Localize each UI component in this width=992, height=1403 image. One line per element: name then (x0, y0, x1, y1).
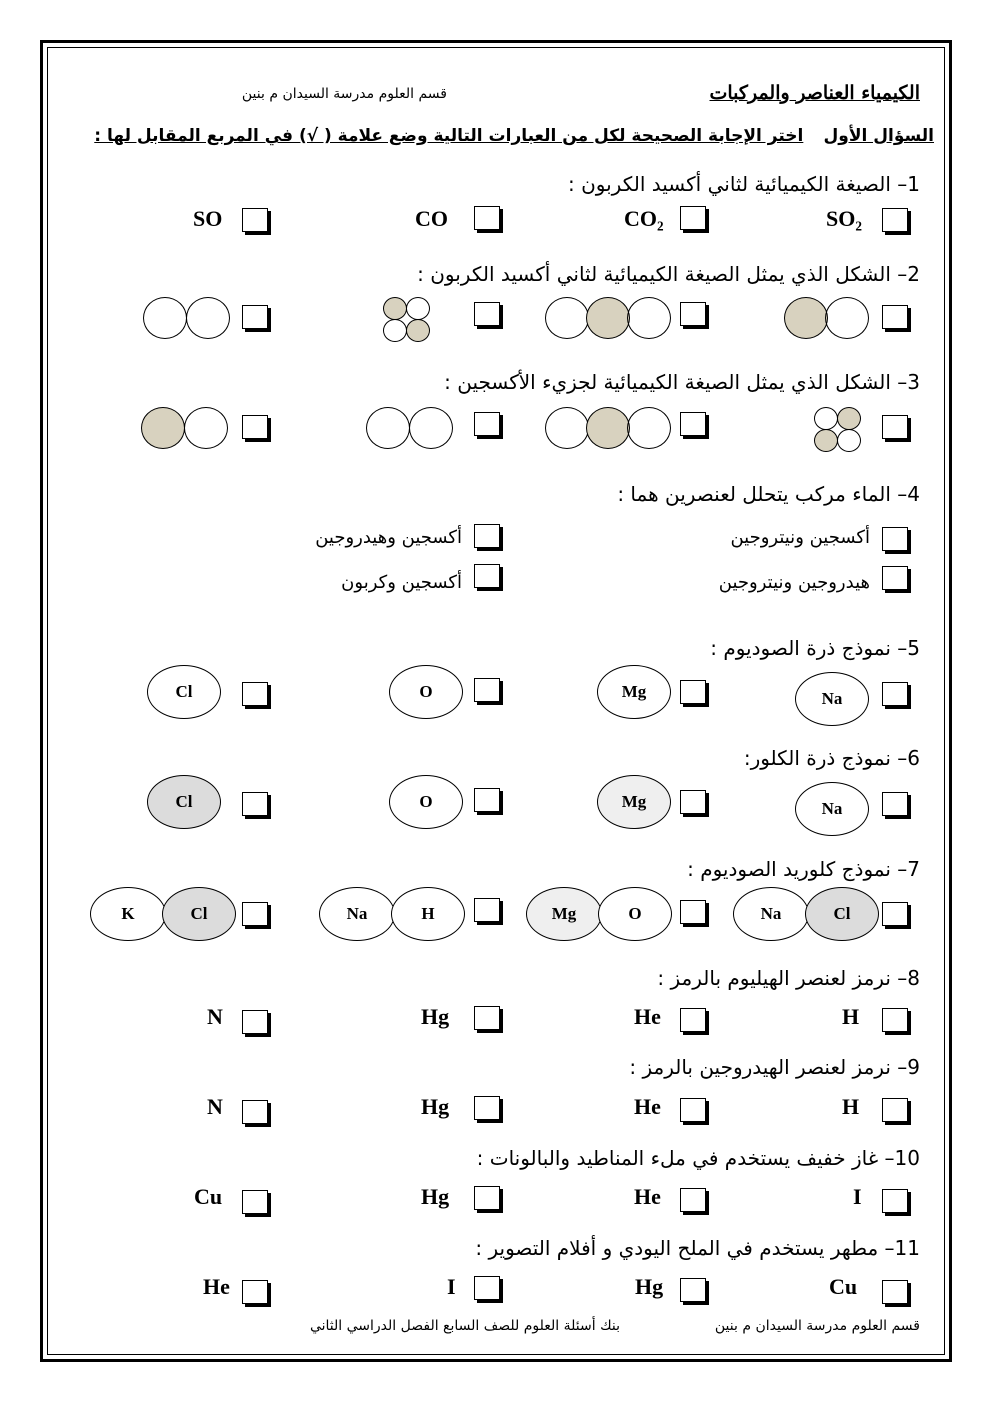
atom-model: Na (795, 672, 869, 726)
question-text: – غاز خفيف يستخدم في ملء المناطيد والبالونات : (476, 1146, 895, 1170)
option-symbol: He (203, 1274, 230, 1299)
question-9 (629, 1055, 920, 1079)
atom-white (825, 297, 869, 339)
answer-checkbox[interactable] (474, 898, 500, 922)
question-number: 10 (894, 1146, 920, 1170)
question-7 (687, 857, 920, 881)
option-symbol: He (634, 1004, 661, 1029)
school-name: قسم العلوم مدرسة السيدان م بنين (241, 86, 447, 102)
answer-checkbox[interactable] (474, 1096, 500, 1120)
question-3 (444, 370, 920, 394)
question-text: – نرمز لعنصر الهيدروجين بالرمز : (629, 1055, 908, 1079)
answer-checkbox[interactable] (680, 206, 706, 230)
question-text: – الشكل الذي يمثل الصيغة الكيميائية لثاني أكسيد الكربون : (417, 262, 908, 286)
option-text: هيدروجين ونيتروجين (718, 572, 870, 593)
option-symbol: CO₂ (624, 206, 664, 231)
option-symbol: Cu (829, 1274, 858, 1299)
answer-checkbox[interactable] (242, 902, 268, 926)
question-6 (744, 746, 920, 770)
question-label: السؤال الأول (823, 126, 934, 146)
instruction-line (94, 126, 934, 146)
answer-checkbox[interactable] (680, 900, 706, 924)
atom-shaded (383, 297, 407, 320)
answer-checkbox[interactable] (882, 1008, 908, 1032)
question-text: – الصيغة الكيميائية لثاني أكسيد الكربون : (568, 172, 908, 196)
atom-white (627, 407, 671, 449)
question-number: 9 (907, 1055, 920, 1079)
answer-checkbox[interactable] (882, 1098, 908, 1122)
atom-white (837, 429, 861, 452)
atom-model: K (90, 887, 166, 941)
answer-checkbox[interactable] (474, 788, 500, 812)
option-symbol: Cu (194, 1184, 223, 1209)
answer-checkbox[interactable] (242, 305, 268, 329)
atom-model: Na (733, 887, 809, 941)
question-10 (477, 1146, 920, 1170)
answer-checkbox[interactable] (474, 412, 500, 436)
option-symbol: I (853, 1184, 862, 1209)
answer-checkbox[interactable] (474, 678, 500, 702)
answer-checkbox[interactable] (882, 208, 908, 232)
answer-checkbox[interactable] (680, 1278, 706, 1302)
answer-checkbox[interactable] (474, 206, 500, 230)
question-number: 4 (907, 482, 920, 506)
answer-checkbox[interactable] (242, 1190, 268, 1214)
answer-checkbox[interactable] (882, 527, 908, 551)
option-symbol: SO₂ (826, 206, 862, 231)
option-symbol: Hg (421, 1184, 450, 1209)
answer-checkbox[interactable] (474, 1006, 500, 1030)
question-number: 5 (907, 636, 920, 660)
atom-shaded (406, 319, 430, 342)
atom-white (627, 297, 671, 339)
question-8 (657, 966, 920, 990)
atom-white (406, 297, 430, 320)
atom-shaded (784, 297, 828, 339)
atom-shaded (141, 407, 185, 449)
atom-model: Na (795, 782, 869, 836)
answer-checkbox[interactable] (242, 792, 268, 816)
atom-white (383, 319, 407, 342)
atom-white (143, 297, 187, 339)
option-symbol: Hg (635, 1274, 664, 1299)
footer-bank: بنك أسئلة العلوم للصف السابع الفصل الدراسي الثاني (309, 1318, 620, 1334)
question-text: – مطهر يستخدم في الملح اليودي و أفلام التصوير : (475, 1236, 895, 1260)
atom-white (545, 297, 589, 339)
option-symbol: I (447, 1274, 456, 1299)
answer-checkbox[interactable] (474, 1276, 500, 1300)
answer-checkbox[interactable] (242, 208, 268, 232)
question-2 (417, 262, 920, 286)
atom-model: Cl (147, 665, 221, 719)
answer-checkbox[interactable] (242, 1100, 268, 1124)
answer-checkbox[interactable] (680, 1188, 706, 1212)
answer-checkbox[interactable] (242, 682, 268, 706)
worksheet-title: الكيمياء العناصر والمركبات (709, 82, 920, 104)
question-text: – نرمز لعنصر الهيليوم بالرمز : (657, 966, 908, 990)
answer-checkbox[interactable] (474, 524, 500, 548)
atom-white (814, 407, 838, 430)
answer-checkbox[interactable] (882, 1280, 908, 1304)
atom-white (545, 407, 589, 449)
question-number: 11 (894, 1236, 920, 1260)
atom-white (409, 407, 453, 449)
footer-school: قسم العلوم مدرسة السيدان م بنين (714, 1318, 920, 1334)
answer-checkbox[interactable] (882, 305, 908, 329)
question-text: – نموذج ذرة الكلور: (743, 746, 908, 770)
atom-white (184, 407, 228, 449)
question-4 (617, 482, 920, 506)
answer-checkbox[interactable] (882, 1189, 908, 1213)
question-11 (475, 1236, 920, 1260)
question-number: 2 (907, 262, 920, 286)
atom-model: O (598, 887, 672, 941)
atom-model: O (389, 665, 463, 719)
question-1 (568, 172, 920, 196)
atom-model: O (389, 775, 463, 829)
atom-shaded (814, 429, 838, 452)
question-text: – الماء مركب يتحلل لعنصرين هما : (617, 482, 908, 506)
question-text: – نموذج ذرة الصوديوم : (710, 636, 908, 660)
atom-shaded (586, 407, 630, 449)
answer-checkbox[interactable] (680, 1008, 706, 1032)
question-number: 8 (907, 966, 920, 990)
option-text: أكسجين وهيدروجين (315, 527, 462, 548)
option-symbol: Hg (421, 1004, 450, 1029)
answer-checkbox[interactable] (680, 790, 706, 814)
answer-checkbox[interactable] (882, 792, 908, 816)
answer-checkbox[interactable] (680, 680, 706, 704)
atom-model: Na (319, 887, 395, 941)
option-symbol: SO (193, 206, 223, 231)
option-symbol: N (207, 1094, 223, 1119)
atom-model: Cl (805, 887, 879, 941)
atom-model: Cl (162, 887, 236, 941)
answer-checkbox[interactable] (242, 1280, 268, 1304)
option-symbol: He (634, 1184, 661, 1209)
atom-white (366, 407, 410, 449)
option-symbol: He (634, 1094, 661, 1119)
answer-checkbox[interactable] (474, 1186, 500, 1210)
answer-checkbox[interactable] (882, 415, 908, 439)
answer-checkbox[interactable] (680, 302, 706, 326)
instruction-text: اختر الإجابة الصحيحة لكل من العبارات التالية وضع علامة ( √) في المربع المقابل لها : (94, 126, 804, 146)
atom-model: Mg (597, 775, 671, 829)
question-5 (710, 636, 920, 660)
option-symbol: H (842, 1004, 860, 1029)
option-text: أكسجين وكربون (341, 572, 462, 593)
answer-checkbox[interactable] (882, 682, 908, 706)
atom-model: Mg (526, 887, 602, 941)
question-text: – نموذج كلوريد الصوديوم : (687, 857, 908, 881)
atom-shaded (586, 297, 630, 339)
atom-model: Cl (147, 775, 221, 829)
question-number: 7 (907, 857, 920, 881)
question-text: – الشكل الذي يمثل الصيغة الكيميائية لجزيء الأكسجين : (444, 370, 908, 394)
answer-checkbox[interactable] (882, 902, 908, 926)
answer-checkbox[interactable] (474, 564, 500, 588)
option-symbol: H (842, 1094, 860, 1119)
option-symbol: N (207, 1004, 223, 1029)
atom-model: H (391, 887, 465, 941)
question-number: 3 (907, 370, 920, 394)
atom-shaded (837, 407, 861, 430)
answer-checkbox[interactable] (242, 415, 268, 439)
option-symbol: CO (415, 206, 448, 231)
option-text: أكسجين ونيتروجين (730, 527, 870, 548)
question-number: 1 (907, 172, 920, 196)
atom-white (186, 297, 230, 339)
atom-model: Mg (597, 665, 671, 719)
answer-checkbox[interactable] (882, 566, 908, 590)
option-symbol: Hg (421, 1094, 450, 1119)
answer-checkbox[interactable] (680, 412, 706, 436)
question-number: 6 (907, 746, 920, 770)
answer-checkbox[interactable] (242, 1010, 268, 1034)
answer-checkbox[interactable] (474, 302, 500, 326)
answer-checkbox[interactable] (680, 1098, 706, 1122)
